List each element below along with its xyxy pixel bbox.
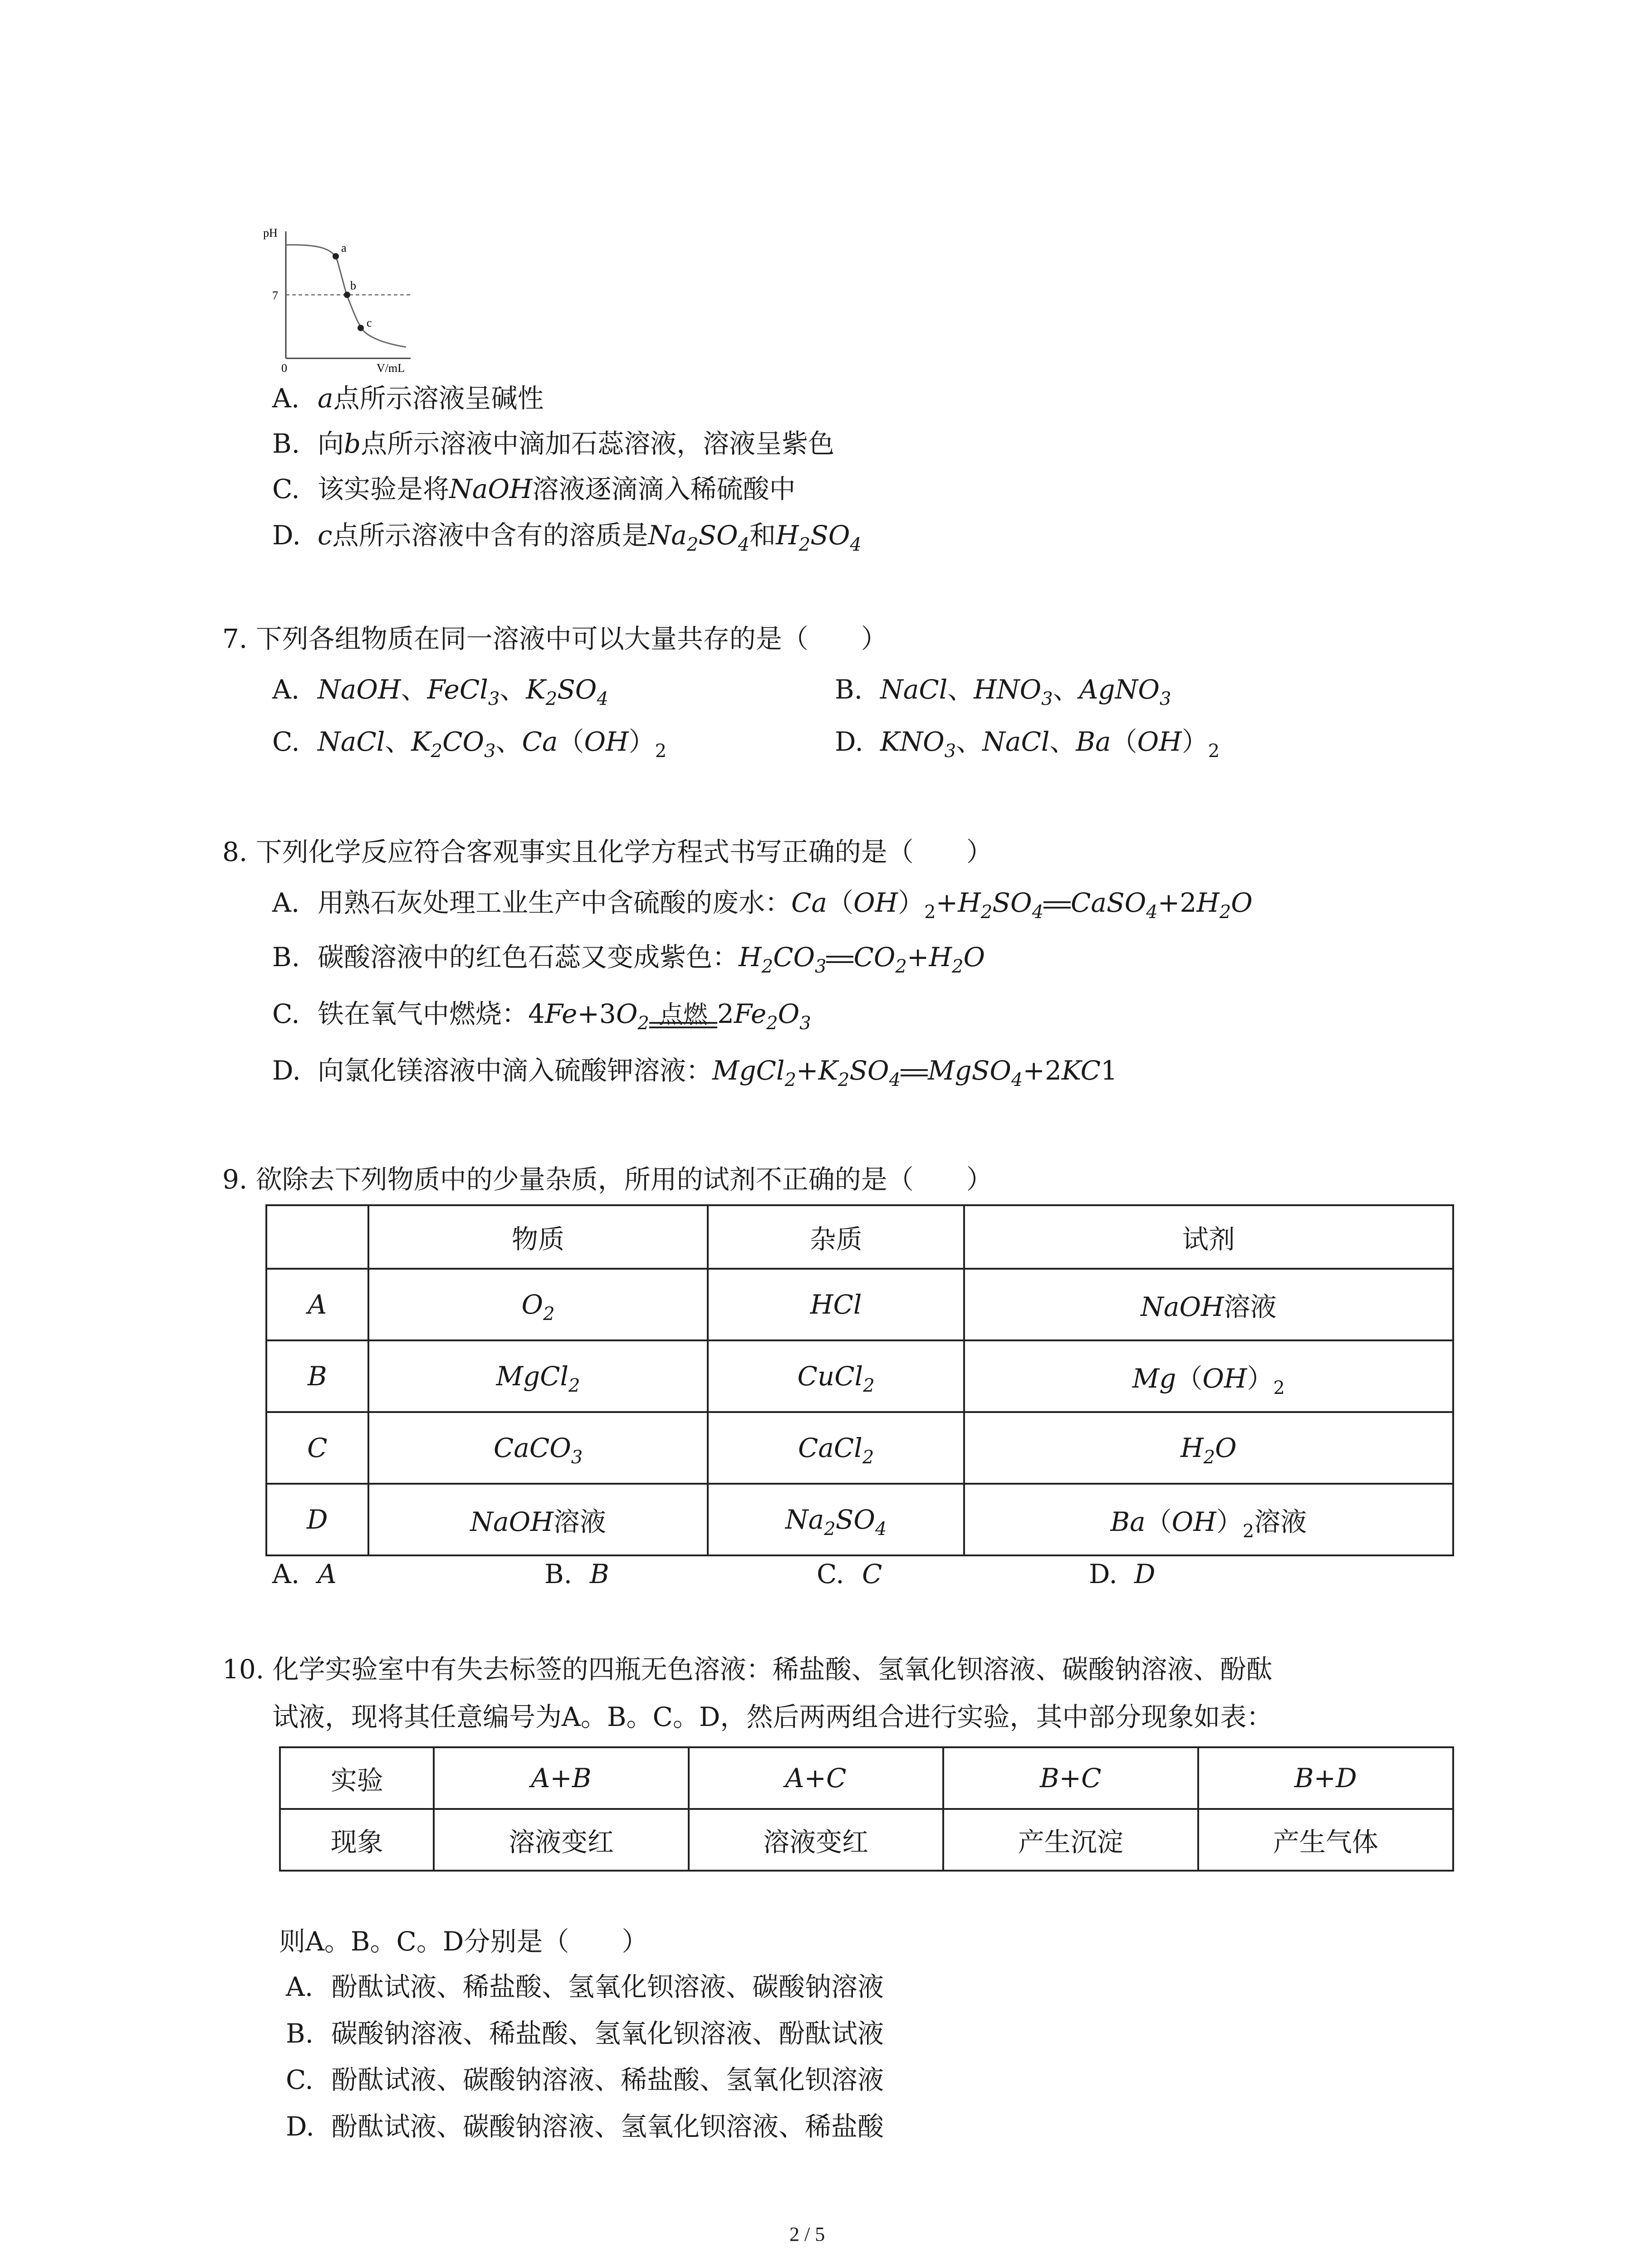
table-cell: $O_2$ bbox=[368, 1269, 708, 1340]
table-cell: CaCl$_2$ bbox=[708, 1412, 964, 1484]
q9-answer-d: D. D bbox=[1089, 1559, 1156, 1589]
x-axis-label: V/mL bbox=[377, 362, 405, 375]
q6-option-b: B. 向b点所示溶液中滴加石蕊溶液，溶液呈紫色 bbox=[272, 428, 835, 459]
y-tick-7: 7 bbox=[272, 289, 278, 302]
point-c-label: c bbox=[367, 316, 372, 329]
point-a bbox=[333, 253, 339, 259]
table-cell: D bbox=[266, 1484, 368, 1555]
q8-option-b: B. 碳酸溶液中的红色石蕊又变成紫色：$H_2CO_3$ $CO_2+H_2O$ bbox=[272, 942, 985, 977]
table-row bbox=[266, 1269, 1453, 1340]
q10-option-c: C. 酚酞试液、碳酸钠溶液、稀盐酸、氢氧化钡溶液 bbox=[286, 2064, 884, 2095]
page-number: 2 / 5 bbox=[789, 2223, 825, 2245]
q10-stem-line2: 试液，现将其任意编号为A。B。C。D，然后两两组合进行实验，其中部分现象如表： bbox=[272, 1701, 1273, 1732]
q9-answer-a: A. A bbox=[272, 1559, 337, 1589]
point-b bbox=[344, 292, 350, 298]
table-cell: C bbox=[266, 1412, 368, 1484]
y-axis-label: pH bbox=[263, 226, 278, 240]
q7-option-d: D. $KNO_3$、NaCl、$Ba(OH)_2$ bbox=[835, 726, 1220, 762]
table-cell: 溶液变红 bbox=[689, 1809, 943, 1871]
table-cell: $H_2O$ bbox=[964, 1412, 1453, 1484]
table-cell: B+C bbox=[943, 1747, 1198, 1809]
header-cell: 物质 bbox=[368, 1205, 708, 1269]
table-cell: B+D bbox=[1198, 1747, 1453, 1809]
table-cell: 溶液变红 bbox=[434, 1809, 688, 1871]
q6-option-d: D. c点所示溶液中含有的溶质是$Na_2SO_4$和$H_2SO_4$ bbox=[272, 520, 862, 555]
point-b-label: b bbox=[350, 279, 356, 292]
table-cell: $Ba(OH)_2$溶液 bbox=[964, 1484, 1453, 1555]
table-row bbox=[266, 1340, 1453, 1412]
table-cell: $Na_2SO_4$ bbox=[708, 1484, 964, 1555]
table-cell: NaOH溶液 bbox=[368, 1484, 708, 1555]
q10-option-d: D. 酚酞试液、碳酸钠溶液、氢氧化钡溶液、稀盐酸 bbox=[286, 2111, 884, 2142]
table-cell: 产生沉淀 bbox=[943, 1809, 1198, 1871]
q9-stem: 9. 欲除去下列物质中的少量杂质，所用的试剂不正确的是（ ） bbox=[222, 1164, 993, 1195]
table-cell: 产生气体 bbox=[1198, 1809, 1453, 1871]
table-cell: NaOH溶液 bbox=[964, 1269, 1453, 1340]
header-cell: 杂质 bbox=[708, 1205, 964, 1269]
origin-label: 0 bbox=[281, 362, 287, 375]
table-cell: 现象 bbox=[280, 1809, 434, 1871]
reaction-condition: 点燃 bbox=[649, 1001, 717, 1028]
q8-stem: 8. 下列化学反应符合客观事实且化学方程式书写正确的是（ ） bbox=[222, 836, 993, 867]
q10-stem-line1: 10. 化学实验室中有失去标签的四瓶无色溶液：稀盐酸、氢氧化钡溶液、碳酸钠溶液、酚酞 bbox=[222, 1654, 1273, 1685]
q6-option-c: C. 该实验是将NaOH溶液逐滴滴入稀硫酸中 bbox=[272, 474, 796, 504]
q10-ask: 则A。B。C。D分别是（ ） bbox=[279, 1926, 648, 1957]
q9-answer-c: C. C bbox=[817, 1559, 882, 1589]
q10-option-b: B. 碳酸钠溶液、稀盐酸、氢氧化钡溶液、酚酞试液 bbox=[286, 2018, 884, 2049]
table-cell: A+C bbox=[689, 1747, 943, 1809]
table-cell: 实验 bbox=[280, 1747, 434, 1809]
table-row bbox=[266, 1412, 1453, 1484]
q9-answer-b: B. B bbox=[544, 1559, 609, 1589]
table-row bbox=[280, 1809, 1453, 1871]
ph-titration-graph bbox=[254, 218, 426, 381]
table-cell: CaCO$_3$ bbox=[368, 1412, 708, 1484]
table-cell: B bbox=[266, 1340, 368, 1412]
table-cell: MgCl$_2$ bbox=[368, 1340, 708, 1412]
table-row bbox=[280, 1747, 1453, 1809]
table-header-row bbox=[266, 1205, 1453, 1269]
q7-option-a: A. NaOH、FeCl$_3$、$K_2SO_4$ bbox=[272, 674, 608, 709]
q8-option-d: D. 向氯化镁溶液中滴入硫酸钾溶液：$MgCl_2+K_2SO_4$ MgSO$_4$+2KC1 bbox=[272, 1055, 1117, 1090]
q7-option-c: C. NaCl、$K_2CO_3$、$Ca(OH)_2$ bbox=[272, 726, 667, 762]
table-cell: A+B bbox=[434, 1747, 688, 1809]
q8-option-c: C. 铁在氧气中燃烧：$4Fe+3O_2$ 点燃 $2Fe_2O_3$ bbox=[272, 998, 811, 1034]
header-cell bbox=[266, 1205, 368, 1269]
q6-option-a: A. a点所示溶液呈碱性 bbox=[272, 383, 544, 414]
table-cell: HCl bbox=[708, 1269, 964, 1340]
point-c bbox=[358, 325, 364, 331]
point-a-label: a bbox=[341, 241, 347, 254]
q7-stem: 7. 下列各组物质在同一溶液中可以大量共存的是（ ） bbox=[222, 623, 887, 654]
header-cell: 试剂 bbox=[964, 1205, 1453, 1269]
table-cell: A bbox=[266, 1269, 368, 1340]
q10-table bbox=[279, 1746, 1454, 1872]
q7-option-b: B. NaCl、$HNO_3$、AgNO$_3$ bbox=[835, 674, 1171, 709]
q8-option-a: A. 用熟石灰处理工业生产中含硫酸的废水：$Ca(OH)_2+H_2SO_4$ $CaSO_4+2H_2O$ bbox=[272, 887, 1253, 923]
table-row bbox=[266, 1484, 1453, 1555]
table-cell: CuCl$_2$ bbox=[708, 1340, 964, 1412]
table-cell: $Mg(OH)_2$ bbox=[964, 1340, 1453, 1412]
q10-option-a: A. 酚酞试液、稀盐酸、氢氧化钡溶液、碳酸钠溶液 bbox=[286, 1971, 884, 2002]
q9-table bbox=[265, 1204, 1454, 1556]
